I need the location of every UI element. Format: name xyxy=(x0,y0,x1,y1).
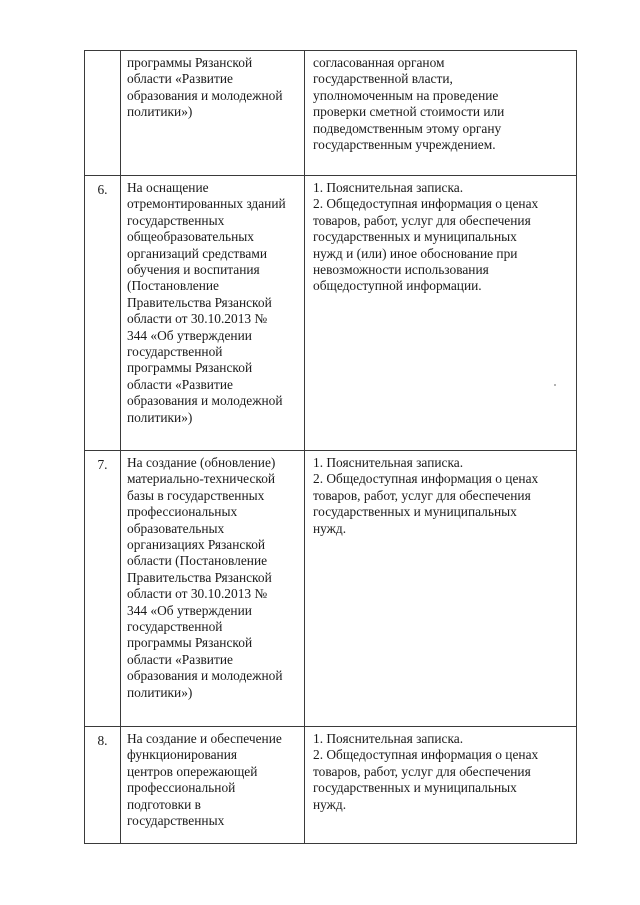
table-row xyxy=(85,451,577,727)
row-number: 8. xyxy=(85,727,121,844)
table-row xyxy=(85,727,577,844)
table-row xyxy=(85,176,577,451)
purpose-text: На создание (обновление) материально-технической базы в государственных профессиональных образовательных организациях Рязанской области (Постановление Правительства Рязанской области от 30.10.2013 № 344 «Об утверждении государственной программы Рязанской области «Развитие образования и молодежной политики») xyxy=(127,455,283,700)
row-number: 7. xyxy=(85,451,121,727)
purpose-cell xyxy=(121,51,305,176)
scan-speck xyxy=(554,384,556,386)
documents-text: 1. Пояснительная записка. 2. Общедоступная информация о ценах товаров, работ, услуг для обеспечения государственных и муниципальных нужд. xyxy=(313,731,539,812)
purpose-cell xyxy=(121,727,305,844)
subsidy-documents-table xyxy=(84,50,577,844)
row-number: 6. xyxy=(85,176,121,451)
documents-text: согласованная органом государственной власти, уполномоченным на проведение проверки сметной стоимости или подведомственным этому органу государственным учреждением. xyxy=(313,55,505,153)
documents-text: 1. Пояснительная записка. 2. Общедоступная информация о ценах товаров, работ, услуг для обеспечения государственных и муниципальных нужд. xyxy=(313,455,539,536)
row-number xyxy=(85,51,121,176)
documents-cell xyxy=(305,727,577,844)
purpose-cell xyxy=(121,451,305,727)
purpose-cell xyxy=(121,176,305,451)
purpose-text: На создание и обеспечение функционирования центров опережающей профессиональной подготовки в государственных xyxy=(127,731,282,829)
documents-cell xyxy=(305,451,577,727)
documents-cell xyxy=(305,176,577,451)
documents-text: 1. Пояснительная записка. 2. Общедоступная информация о ценах товаров, работ, услуг для обеспечения государственных и муниципальных нужд и (или) иное обоснование при невозможности использования общедоступной информации. xyxy=(313,180,539,294)
purpose-text: На оснащение отремонтированных зданий государственных общеобразовательных организаций средствами обучения и воспитания (Постановление Правительства Рязанской области от 30.10.2013 № 344 «Об утверждении государственной программы Рязанской области «Развитие образования и молодежной политики») xyxy=(127,180,286,425)
purpose-text: программы Рязанской области «Развитие образования и молодежной политики») xyxy=(127,55,283,120)
documents-cell xyxy=(305,51,577,176)
table-row xyxy=(85,51,577,176)
